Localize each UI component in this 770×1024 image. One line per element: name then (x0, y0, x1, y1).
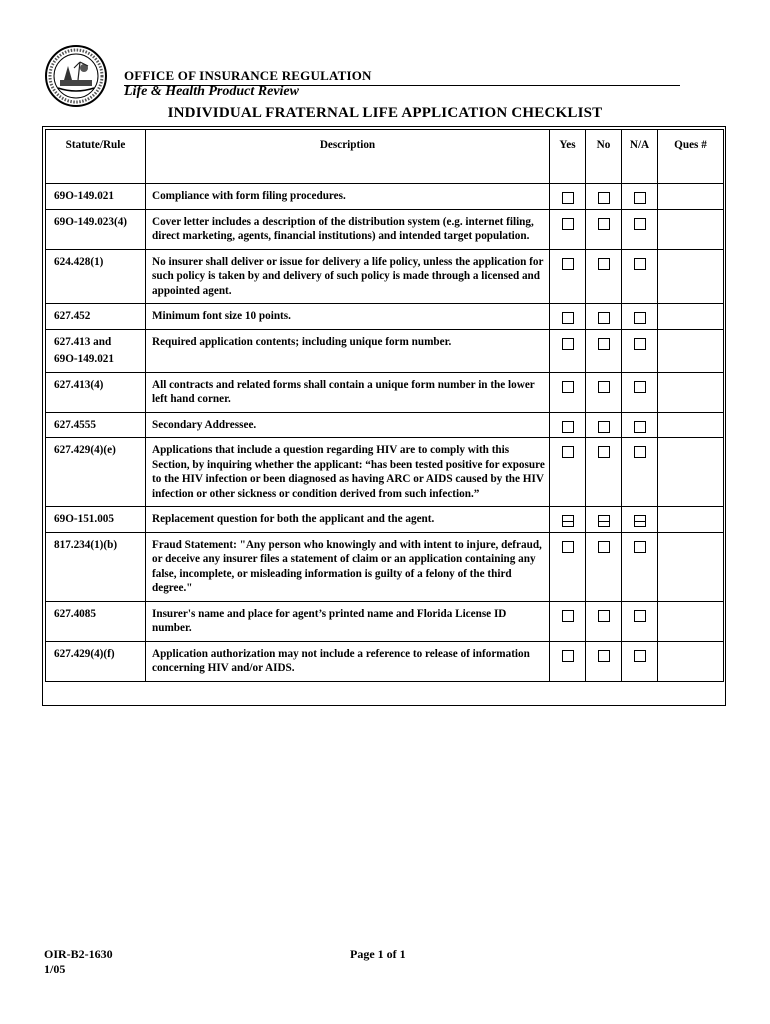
na-cell (622, 372, 658, 412)
no-cell (586, 209, 622, 249)
yes-checkbox[interactable] (562, 515, 574, 527)
page-number: Page 1 of 1 (350, 947, 406, 961)
statute-text: 627.413(4) (54, 378, 104, 391)
statute-cell (46, 532, 146, 601)
description-cell: Fraud Statement: "Any person who knowingly and with intent to injure, defraud, or deceive any insurer files a statement of claim or an application containing any false, incomplete, or misleading information is guilty of a felony of the third degree." (146, 532, 550, 601)
yes-checkbox[interactable] (562, 192, 574, 204)
yes-cell (550, 412, 586, 438)
yes-cell (550, 209, 586, 249)
na-checkbox[interactable] (634, 312, 646, 324)
na-cell (622, 641, 658, 681)
statute-cell (46, 372, 146, 412)
statute-text: 627.429(4)(e) (54, 444, 116, 456)
no-checkbox[interactable] (598, 650, 610, 662)
statute-cell (46, 329, 146, 372)
ques-number-cell[interactable] (658, 249, 724, 304)
no-cell (586, 249, 622, 304)
yes-cell (550, 249, 586, 304)
statute-text: 817.234(1)(b) (54, 538, 118, 551)
na-checkbox[interactable] (634, 610, 646, 622)
na-checkbox[interactable] (634, 258, 646, 270)
statute-cell (46, 304, 146, 330)
table-row (46, 372, 724, 412)
header-row (46, 130, 724, 184)
yes-cell (550, 601, 586, 641)
table-row (46, 249, 724, 304)
na-checkbox[interactable] (634, 515, 646, 527)
no-cell (586, 412, 622, 438)
yes-cell (550, 184, 586, 210)
na-checkbox[interactable] (634, 192, 646, 204)
state-seal-logo (44, 44, 108, 108)
yes-checkbox[interactable] (562, 541, 574, 553)
statute-cell (46, 184, 146, 210)
table-row (46, 412, 724, 438)
department-name: Life & Health Product Review (124, 84, 299, 99)
no-cell (586, 184, 622, 210)
footer-form-info (44, 947, 113, 977)
col-no: No (586, 130, 622, 184)
table-row (46, 641, 724, 681)
ques-number-cell[interactable] (658, 438, 724, 507)
table-row (46, 209, 724, 249)
yes-checkbox[interactable] (562, 312, 574, 324)
description-cell: Compliance with form filing procedures. (146, 184, 550, 210)
yes-cell (550, 304, 586, 330)
no-cell (586, 329, 622, 372)
ques-number-cell[interactable] (658, 412, 724, 438)
statute-text: 627.4555 (54, 418, 96, 431)
statute-text: 69O-149.021 (54, 190, 114, 202)
no-cell (586, 507, 622, 533)
na-cell (622, 507, 658, 533)
statute-text: 627.429(4)(f) (54, 647, 115, 660)
form-id: OIR-B2-1630 (44, 947, 113, 961)
description-cell: Application authorization may not include a reference to release of information concerning HIV and/or AIDS. (146, 641, 550, 681)
no-checkbox[interactable] (598, 381, 610, 393)
statute-cell (46, 507, 146, 533)
description-cell: Insurer's name and place for agent’s printed name and Florida License ID number. (146, 601, 550, 641)
org-name: OFFICE OF INSURANCE REGULATION (124, 68, 680, 86)
yes-checkbox[interactable] (562, 218, 574, 230)
col-na: N/A (622, 130, 658, 184)
ques-number-cell[interactable] (658, 641, 724, 681)
col-yes: Yes (550, 130, 586, 184)
statute-cell (46, 209, 146, 249)
na-checkbox[interactable] (634, 421, 646, 433)
na-checkbox[interactable] (634, 218, 646, 230)
yes-cell (550, 438, 586, 507)
statute-text-secondary: 69O-149.021 (54, 353, 114, 365)
col-ques: Ques # (658, 130, 724, 184)
no-checkbox[interactable] (598, 218, 610, 230)
no-checkbox[interactable] (598, 421, 610, 433)
page-title: INDIVIDUAL FRATERNAL LIFE APPLICATION CHECKLIST (167, 105, 603, 121)
statute-cell (46, 412, 146, 438)
na-checkbox[interactable] (634, 446, 646, 458)
ques-number-cell[interactable] (658, 532, 724, 601)
table-row (46, 601, 724, 641)
na-checkbox[interactable] (634, 338, 646, 350)
ques-number-cell[interactable] (658, 184, 724, 210)
ques-number-cell[interactable] (658, 601, 724, 641)
no-checkbox[interactable] (598, 338, 610, 350)
checklist-table (45, 129, 724, 682)
description-cell: Minimum font size 10 points. (146, 304, 550, 330)
na-checkbox[interactable] (634, 381, 646, 393)
ques-number-cell[interactable] (658, 304, 724, 330)
table-row (46, 304, 724, 330)
statute-text: 627.4085 (54, 607, 96, 620)
no-checkbox[interactable] (598, 541, 610, 553)
statute-text: 624.428(1) (54, 255, 104, 268)
description-cell: Cover letter includes a description of the distribution system (e.g. internet filing, direct marketing, agents, financial institutions) and intended target population. (146, 209, 550, 249)
no-cell (586, 641, 622, 681)
na-cell (622, 438, 658, 507)
na-cell (622, 304, 658, 330)
description-cell: Secondary Addressee. (146, 412, 550, 438)
description-cell: Required application contents; including unique form number. (146, 329, 550, 372)
yes-checkbox[interactable] (562, 650, 574, 662)
no-checkbox[interactable] (598, 258, 610, 270)
no-checkbox[interactable] (598, 312, 610, 324)
yes-checkbox[interactable] (562, 446, 574, 458)
na-cell (622, 329, 658, 372)
checklist-frame (42, 126, 726, 706)
description-cell: Applications that include a question regarding HIV are to comply with this Section, by inquiring whether the applicant: “has been tested positive for exposure to the HIV infection or been diagnosed as having ARC or AIDS caused by the HIV infection or other sickness or condition derived from such infection.” (146, 438, 550, 507)
table-row (46, 438, 724, 507)
statute-cell (46, 249, 146, 304)
statute-cell (46, 438, 146, 507)
yes-checkbox[interactable] (562, 381, 574, 393)
col-description: Description (146, 130, 550, 184)
yes-cell (550, 507, 586, 533)
description-cell: All contracts and related forms shall contain a unique form number in the lower left hand corner. (146, 372, 550, 412)
no-checkbox[interactable] (598, 515, 610, 527)
statute-text: 627.452 (54, 310, 91, 322)
table-row (46, 507, 724, 533)
na-cell (622, 532, 658, 601)
na-cell (622, 249, 658, 304)
statute-cell (46, 641, 146, 681)
description-cell: Replacement question for both the applicant and the agent. (146, 507, 550, 533)
table-row (46, 329, 724, 372)
form-date: 1/05 (44, 962, 66, 976)
table-row (46, 184, 724, 210)
na-cell (622, 601, 658, 641)
no-checkbox[interactable] (598, 192, 610, 204)
yes-checkbox[interactable] (562, 610, 574, 622)
yes-cell (550, 532, 586, 601)
no-cell (586, 601, 622, 641)
yes-cell (550, 641, 586, 681)
statute-text: 69O-151.005 (54, 513, 114, 525)
no-cell (586, 532, 622, 601)
na-checkbox[interactable] (634, 650, 646, 662)
no-cell (586, 372, 622, 412)
no-checkbox[interactable] (598, 446, 610, 458)
col-statute: Statute/Rule (46, 130, 146, 184)
statute-cell (46, 601, 146, 641)
yes-checkbox[interactable] (562, 258, 574, 270)
na-cell (622, 412, 658, 438)
no-cell (586, 304, 622, 330)
statute-text: 627.413 and (54, 335, 112, 348)
no-checkbox[interactable] (598, 610, 610, 622)
ques-number-cell[interactable] (658, 372, 724, 412)
yes-checkbox[interactable] (562, 421, 574, 433)
na-checkbox[interactable] (634, 541, 646, 553)
ques-number-cell[interactable] (658, 329, 724, 372)
yes-checkbox[interactable] (562, 338, 574, 350)
ques-number-cell[interactable] (658, 209, 724, 249)
na-cell (622, 184, 658, 210)
statute-text: 69O-149.023(4) (54, 215, 128, 228)
no-cell (586, 438, 622, 507)
table-row (46, 532, 724, 601)
description-cell: No insurer shall deliver or issue for delivery a life policy, unless the application for such policy is taken by and delivery of such policy is made through a licensed and appointed agent. (146, 249, 550, 304)
yes-cell (550, 372, 586, 412)
yes-cell (550, 329, 586, 372)
na-cell (622, 209, 658, 249)
ques-number-cell[interactable] (658, 507, 724, 533)
